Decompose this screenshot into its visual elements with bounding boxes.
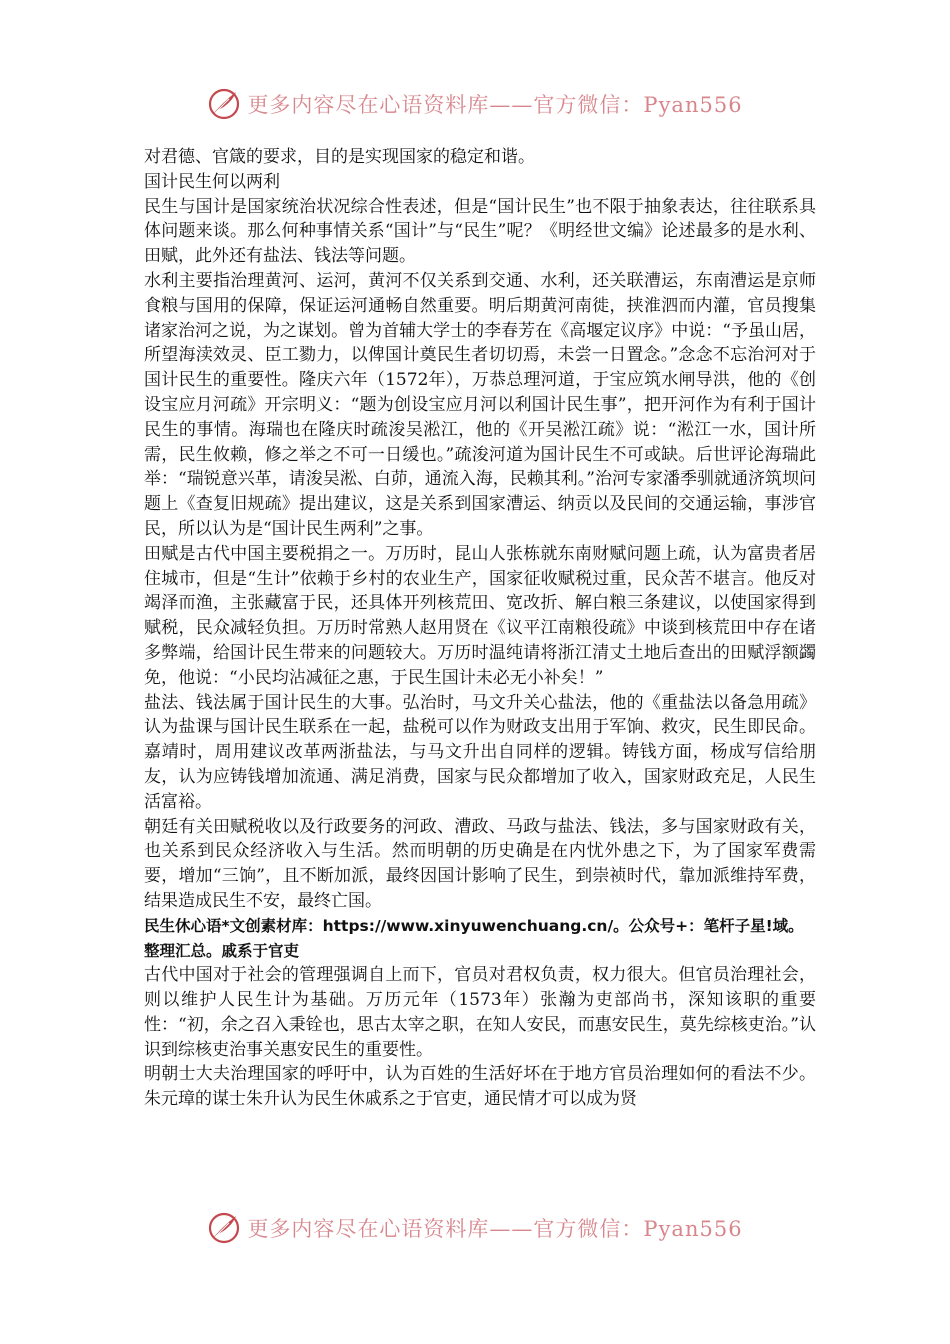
- paragraph: 水利主要指治理黄河、运河，黄河不仅关系到交通、水利，还关联漕运，东南漕运是京师食粮与国用的保障，保证运河通畅自然重要。明后期黄河南徙，挟淮泗而内灌，官员搜集诸家治河之说，为之谋划。曾为首辅大学士的李春芳在《高堰定议序》中说：“予虽山居，所望海渎效灵、臣工勠力，以俾国计奠民生者切切焉，未尝一日置念。”念念不忘治河对于国计民生的重要性。隆庆六年（1572年），万恭总理河道，于宝应筑水闸导洪，他的《创设宝应月河疏》开宗明义：“题为创设宝应月河以利国计民生事”，把开河作为有利于国计民生的事情。海瑞也在隆庆时疏浚吴淞江，他的《开吴淞江疏》说：“淞江一水，国计所需，民生攸赖，修之举之不可一日缓也。”疏浚河道为国计民生不可或缺。后世评论海瑞此举：“瑞锐意兴革，请浚吴淞、白茆，通流入海，民赖其利。”治河专家潘季驯就通济筑坝问题上《查复旧规疏》提出建议，这是关系到国家漕运、纳贡以及民间的交通运输，事涉官民，所以认为是“国计民生两利”之事。: [144, 270, 816, 539]
- feather-logo-icon: [207, 1211, 241, 1245]
- paragraph: 田赋是古代中国主要税捐之一。万历时，昆山人张栋就东南财赋问题上疏，认为富贵者居住城市，但是“生计”依赖于乡村的农业生产，国家征收赋税过重，民众苦不堪言。他反对竭泽而渔，主张藏富于民，还具体开列核荒田、宽改折、解白粮三条建议，以使国家得到赋税，民众减轻负担。万历时常熟人赵用贤在《议平江南粮役疏》中谈到核荒田中存在诸多弊端，给国计民生带来的问题较大。万历时温纯请将浙江清丈土地后查出的田赋浮额蠲免，他说：“小民均沾减征之惠，于民生国计未必无小补矣！”: [144, 543, 816, 688]
- paragraph: 盐法、钱法属于国计民生的大事。弘治时，马文升关心盐法，他的《重盐法以备急用疏》认为盐课与国计民生联系在一起，盐税可以作为财政支出用于军饷、救灾，民生即民命。嘉靖时，周用建议改革两浙盐法，与马文升出自同样的逻辑。铸钱方面，杨成写信给朋友，认为应铸钱增加流通、满足消费，国家与民众都增加了收入，国家财政充足，人民生活富裕。: [144, 692, 816, 812]
- document-body: [144, 145, 816, 1112]
- footer-banner-text: 更多内容尽在心语资料库——官方微信：Pyan556: [247, 1217, 743, 1241]
- paragraph: 朝廷有关田赋税收以及行政要务的河政、漕政、马政与盐法、钱法，多与国家财政有关，也关系到民众经济收入与生活。然而明朝的历史确是在内忧外患之下，为了国家军费需要，增加“三饷”，且不断加派，最终因国计影响了民生，到崇祯时代，靠加派维持军费，结果造成民生不安，最终亡国。: [144, 816, 816, 911]
- paragraph: 古代中国对于社会的管理强调自上而下，官员对君权负责，权力很大。但官员治理社会，则以维护人民生计为基础。万历元年（1573年）张瀚为吏部尚书，深知该职的重要性：“初，余之召入秉铨也，思古太宰之职，在知人安民，而惠安民生，莫先综核吏治。”认识到综核吏治事关惠安民生的重要性。: [144, 965, 816, 1060]
- section-heading: 国计民生何以两利: [144, 171, 280, 192]
- header-banner-text: 更多内容尽在心语资料库——官方微信：Pyan556: [247, 93, 743, 117]
- bold-source-note: 民生休心语*文创素材库：https://www.xinyuwenchuang.cn/。公众号+：笔杆子星!域。整理汇总。戚系于官吏: [144, 916, 804, 960]
- paragraph: 民生与国计是国家统治状况综合性表述，但是“国计民生”也不限于抽象表达，往往联系具体问题来谈。那么何种事情关系“国计”与“民生”呢？《明经世文编》论述最多的是水利、田赋，此外还有盐法、钱法等问题。: [144, 196, 816, 267]
- paragraph: 明朝士大夫治理国家的呼吁中，认为百姓的生活好坏在于地方官员治理如何的看法不少。朱元璋的谋士朱升认为民生休戚系之于官吏，通民情才可以成为贤: [144, 1064, 816, 1110]
- footer-watermark-banner: [0, 1208, 950, 1248]
- header-watermark-banner: [0, 84, 950, 124]
- feather-logo-icon: [207, 87, 241, 121]
- paragraph: 对君德、官箴的要求，目的是实现国家的稳定和谐。: [144, 147, 535, 167]
